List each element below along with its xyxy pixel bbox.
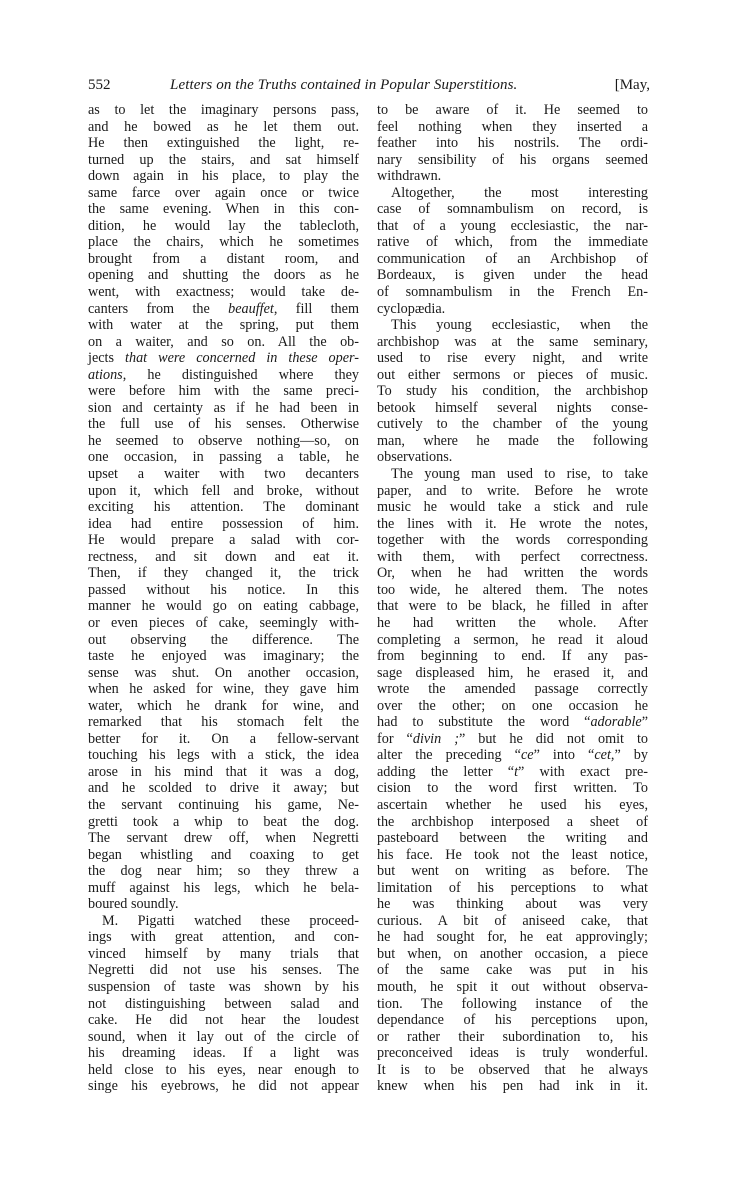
text-line: held close to his eyes, near enough to: [88, 1061, 359, 1078]
text-line: used to rise every night, and write: [377, 350, 648, 367]
text-line: rectness, and sit down and eat it.: [88, 548, 359, 565]
text-line: He would prepare a salad with cor-: [88, 532, 359, 549]
text-line: gretti took a whip to beat the dog.: [88, 813, 359, 830]
italic-phrase: that were concerned in these oper-: [125, 350, 360, 367]
text-line: tion. The following instance of the: [377, 995, 648, 1012]
text-line: he was thinking about was very: [377, 896, 648, 913]
text-line: on a waiter, and so on. All the ob-: [88, 333, 359, 350]
text-line: but when, on another occasion, a piece: [377, 945, 648, 962]
text-line: knew when his pen had ink in it.: [377, 1078, 648, 1095]
text-line: not distinguishing between salad and: [88, 995, 359, 1012]
text-line: he had sought for, he eat approvingly;: [377, 929, 648, 946]
text-line: taste he enjoyed was imaginary; the: [88, 648, 359, 665]
text-line: of somnambulism in the French En-: [377, 284, 648, 301]
text-line: cutively to the chamber of the young: [377, 416, 648, 433]
text-line: sage displeased him, he erased it, and: [377, 664, 648, 681]
issue-date-mark: [May,: [614, 77, 650, 93]
text-line: began whistling and coaxing to get: [88, 846, 359, 863]
text-line: It is to be observed that he always: [377, 1061, 648, 1078]
italic-phrase: ce: [520, 747, 534, 764]
text-line: completing a sermon, he read it aloud: [377, 631, 648, 648]
text-line: observations.: [377, 449, 453, 466]
italic-phrase: adorable: [590, 714, 642, 731]
text-run: alter the preceding “: [377, 747, 521, 764]
text-line: Negretti did not use his senses. The: [88, 962, 359, 979]
text-line: better for it. On a fellow-servant: [88, 730, 359, 747]
text-line: of the same cake was put in his: [377, 962, 648, 979]
text-line: He then extinguished the light, re-: [88, 135, 359, 152]
left-text-column: [88, 102, 359, 1095]
text-line: man, where he made the following: [377, 432, 648, 449]
text-line: singe his eyebrows, he did not appear: [88, 1078, 359, 1095]
text-line: passed without his notice. In this: [88, 581, 359, 598]
text-line: The young man used to rise, to take: [391, 466, 648, 483]
text-line: arose in his mind that it was a dog,: [88, 763, 359, 780]
text-line: Then, if they changed it, the trick: [88, 565, 359, 582]
text-line: dition, he would lay the tablecloth,: [88, 217, 359, 234]
text-line: withdrawn.: [377, 168, 442, 185]
text-run: ” into “: [533, 747, 595, 764]
text-line: turned up the stairs, and sat himself: [88, 151, 359, 168]
text-line: [377, 714, 648, 731]
text-line: [88, 350, 359, 367]
text-line: nary sensibility of his organs seemed: [377, 151, 648, 168]
text-line: upon it, which fell and broke, without: [88, 482, 359, 499]
text-line: sound, when it lay out of the circle of: [88, 1028, 359, 1045]
italic-phrase: t: [514, 763, 519, 780]
text-line: [377, 731, 648, 748]
text-line: the archbishop interposed a sheet of: [377, 813, 648, 830]
text-run: ” by: [614, 747, 648, 764]
text-line: rative of which, from the immediate: [377, 234, 648, 251]
text-line: exciting his attention. The dominant: [88, 499, 359, 516]
text-line: limitation of his perceptions to what: [377, 879, 648, 896]
text-line: his face. He took not the least notice,: [377, 846, 648, 863]
text-line: idea had entire possession of him.: [88, 515, 359, 532]
text-line: sense was shut. On another occasion,: [88, 664, 359, 681]
text-line: and he scolded to drive it away; but: [88, 780, 359, 797]
text-line: when he asked for wine, they gave him: [88, 681, 359, 698]
text-line: mouth, he spit it out without observa-: [377, 978, 648, 995]
text-run: , he distinguished where they: [122, 366, 359, 383]
text-line: ascertain whether he used his eyes,: [377, 796, 648, 813]
text-line: music he would take a stick and rule: [377, 499, 648, 516]
text-line: manner he would go on eating cabbage,: [88, 598, 359, 615]
text-line: one occasion, in passing a table, he: [88, 449, 359, 466]
text-line: dependance of his perceptions upon,: [377, 1012, 648, 1029]
text-line: Or, when he had written the words: [377, 565, 648, 582]
text-run: jects: [88, 350, 126, 367]
text-line: brought from a distant room, and: [88, 250, 359, 267]
text-run: for “: [377, 730, 413, 747]
text-line: cyclopædia.: [377, 300, 446, 317]
text-line: from beginning to end. If any pas-: [377, 648, 648, 665]
text-line: out either sermons or pieces of music.: [377, 366, 648, 383]
text-line: archbishop was at the same seminary,: [377, 333, 648, 350]
text-line: case of somnambulism on record, is: [377, 201, 648, 218]
text-line: remarked that his stomach felt the: [88, 714, 359, 731]
text-line: with them, with perfect correctness.: [377, 548, 648, 565]
text-line: wrote the amended passage correctly: [377, 681, 648, 698]
text-line: cake. He did not hear the loudest: [88, 1012, 359, 1029]
text-line: were before him with the same preci-: [88, 383, 359, 400]
text-run: , fill them: [273, 300, 359, 317]
text-line: water, which he drank for wine, and: [88, 697, 359, 714]
text-line: feel nothing when they inserted a: [377, 118, 648, 135]
text-line: The servant drew off, when Negretti: [88, 830, 359, 847]
italic-phrase: divin ;: [412, 730, 459, 747]
text-line: the dog near him; so they threw a: [88, 863, 359, 880]
text-line: or even pieces of cake, seemingly with-: [88, 614, 359, 631]
text-line: [377, 747, 648, 764]
text-line: to be aware of it. He seemed to: [377, 102, 648, 118]
text-line: [88, 301, 359, 318]
text-line: Bordeaux, is given under the head: [377, 267, 648, 284]
text-line: pasteboard between the writing and: [377, 830, 648, 847]
text-line: the full use of his senses. Otherwise: [88, 416, 359, 433]
text-line: muff against his legs, which he bela-: [88, 879, 359, 896]
text-line: out observing the difference. The: [88, 631, 359, 648]
text-line: sion and certainty as if he had been in: [88, 399, 359, 416]
text-line: To study his condition, the archbishop: [377, 383, 648, 400]
text-line: preconceived ideas is truly wonderful.: [377, 1045, 648, 1062]
text-line: the same evening. When in this con-: [88, 201, 359, 218]
text-line: too wide, he altered them. The notes: [377, 581, 648, 598]
text-line: his dreaming ideas. If a light was: [88, 1045, 359, 1062]
text-line: same farce over again once or twice: [88, 184, 359, 201]
text-run: ”: [641, 714, 648, 731]
text-line: betook himself several nights conse-: [377, 399, 648, 416]
text-line: communication of an Archbishop of: [377, 250, 648, 267]
text-line: that of a young ecclesiastic, the nar-: [377, 217, 648, 234]
running-title: Letters on the Truths contained in Popular Superstitions.: [170, 77, 518, 93]
text-run: adding the letter “: [377, 763, 515, 780]
text-line: over the other; on one occasion he: [377, 697, 648, 714]
text-line: Altogether, the most interesting: [391, 184, 648, 201]
text-run: canters from the: [88, 300, 229, 317]
text-line: cision to the word first written. To: [377, 780, 648, 797]
text-line: as to let the imaginary persons pass,: [88, 102, 359, 118]
text-run: had to substitute the word “: [377, 714, 591, 731]
text-line: went, with exactness; would take de-: [88, 284, 359, 301]
text-line: that were to be black, he filled in after: [377, 598, 648, 615]
text-line: paper, and to write. Before he wrote: [377, 482, 648, 499]
italic-phrase: cet,: [594, 747, 615, 764]
page-number: 552: [88, 77, 111, 93]
running-header: [88, 75, 650, 95]
text-line: the lines with it. He wrote the notes,: [377, 515, 648, 532]
text-line: he had written the whole. After: [377, 614, 648, 631]
text-run: ” with exact pre-: [518, 763, 648, 780]
text-line: boured soundly.: [88, 896, 179, 913]
text-line: or rather their subordination to, his: [377, 1028, 648, 1045]
text-line: he seemed to observe nothing—so, on: [88, 432, 359, 449]
text-line: vinced himself by many trials that: [88, 945, 359, 962]
text-line: M. Pigatti watched these proceed-: [102, 912, 359, 929]
text-line: ings with great attention, and con-: [88, 929, 359, 946]
italic-phrase: ations: [88, 366, 123, 383]
text-line: upset a waiter with two decanters: [88, 466, 359, 483]
text-line: but went on writing as before. The: [377, 863, 648, 880]
text-line: feather into his nostrils. The ordi-: [377, 135, 648, 152]
text-line: touching his legs with a stick, the idea: [88, 747, 359, 764]
text-line: [377, 764, 648, 781]
right-text-column: [377, 102, 648, 1095]
text-line: curious. A bit of aniseed cake, that: [377, 912, 648, 929]
text-line: opening and shutting the doors as he: [88, 267, 359, 284]
italic-phrase: beauffet: [228, 300, 274, 317]
text-line: place the chairs, which he sometimes: [88, 234, 359, 251]
text-line: This young ecclesiastic, when the: [391, 317, 648, 334]
text-run: ” but he did not omit to: [458, 730, 649, 747]
text-line: [88, 367, 359, 384]
text-line: down again in his place, to play the: [88, 168, 359, 185]
text-line: together with the words corresponding: [377, 532, 648, 549]
text-line: and he bowed as he let them out.: [88, 118, 359, 135]
text-line: the servant continuing his game, Ne-: [88, 796, 359, 813]
text-line: suspension of taste was shown by his: [88, 978, 359, 995]
text-line: with water at the spring, put them: [88, 317, 359, 334]
